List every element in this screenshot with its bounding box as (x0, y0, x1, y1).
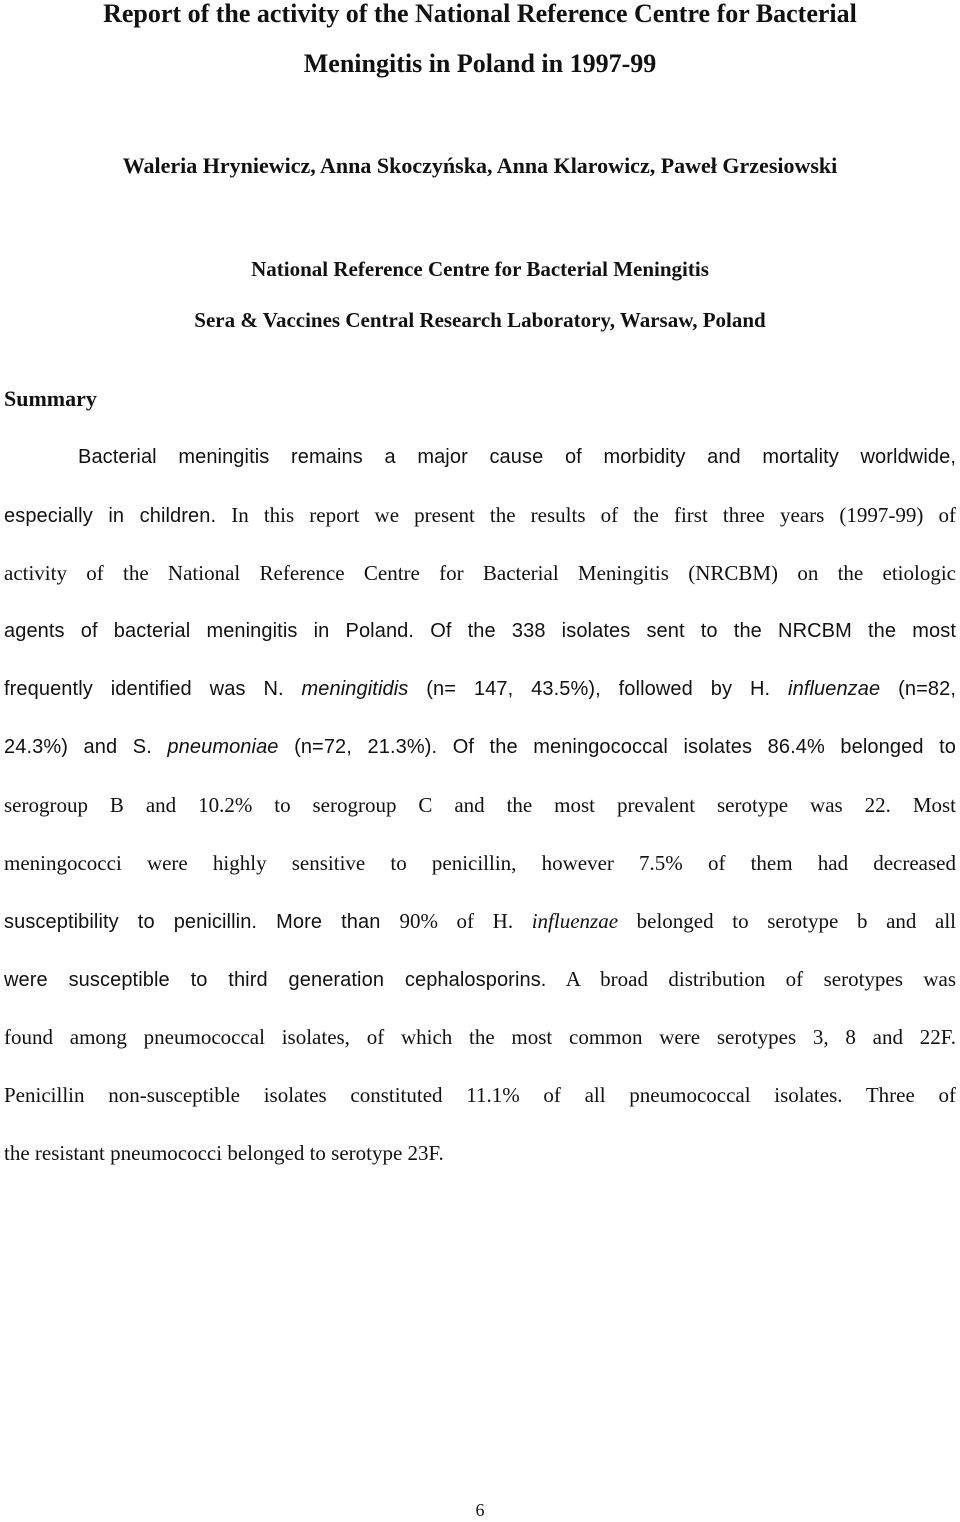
summary-heading: Summary (4, 386, 97, 411)
summary-line: serogroup B and 10.2% to serogroup C and the most prevalent serotype was 22. Most (4, 793, 956, 817)
summary-line: 24.3%) and S. pneumoniae (n=72, 21.3%). Of the meningococcal isolates 86.4% belonged to (4, 736, 956, 758)
summary-line: frequently identified was N. meningitidis (n= 147, 43.5%), followed by H. influenzae (n=82, (4, 678, 956, 700)
summary-line: were susceptible to third generation cephalosporins. A broad distribution of serotypes was (4, 967, 956, 991)
paper-title-line-1: Report of the activity of the National Reference Centre for Bacterial (103, 0, 857, 28)
paper-title-line-2: Meningitis in Poland in 1997-99 (303, 49, 657, 78)
summary-line: Bacterial meningitis remains a major cause of morbidity and mortality worldwide, (78, 446, 956, 468)
summary-line: susceptibility to penicillin. More than 90% of H. influenzae belonged to serotype b and all (4, 909, 956, 933)
summary-line: found among pneumococcal isolates, of which the most common were serotypes 3, 8 and 22F. (4, 1025, 956, 1049)
summary-line: activity of the National Reference Centre for Bacterial Meningitis (NRCBM) on the etiologic (4, 561, 956, 585)
summary-line: meningococci were highly sensitive to penicillin, however 7.5% of them had decreased (4, 851, 956, 875)
page-number: 6 (475, 1500, 485, 1520)
summary-line: the resistant pneumococci belonged to serotype 23F. (4, 1141, 444, 1165)
summary-line: Penicillin non-susceptible isolates constituted 11.1% of all pneumococcal isolates. Three of (4, 1083, 956, 1107)
affiliation-line-1: National Reference Centre for Bacterial Meningitis (251, 257, 709, 281)
summary-line: agents of bacterial meningitis in Poland. Of the 338 isolates sent to the NRCBM the most (4, 620, 956, 642)
summary-line: especially in children. In this report we present the results of the first three years (1997-99) of (4, 503, 956, 527)
author-list: Waleria Hryniewicz, Anna Skoczyńska, Anna Klarowicz, Paweł Grzesiowski (122, 153, 838, 178)
affiliation-line-2: Sera & Vaccines Central Research Laboratory, Warsaw, Poland (194, 308, 766, 332)
